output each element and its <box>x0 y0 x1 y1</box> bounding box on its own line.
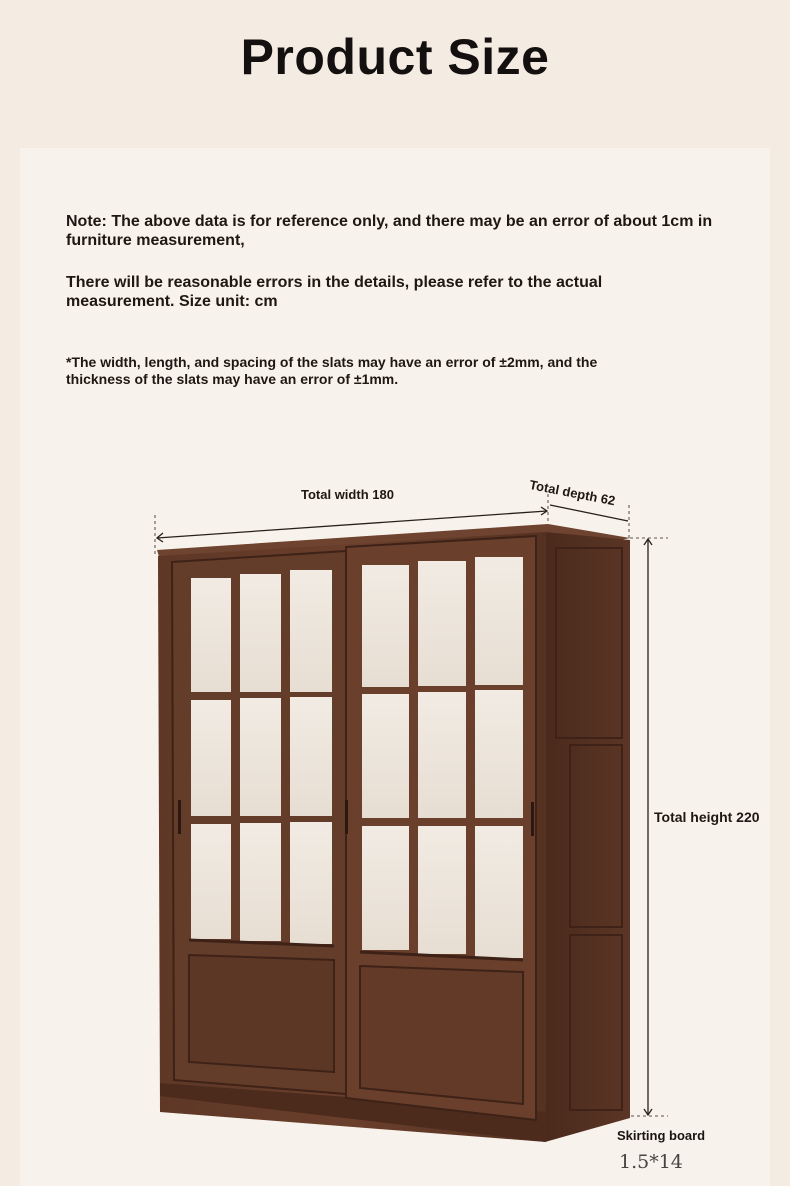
skirting-value: 1.5*14 <box>619 1151 683 1173</box>
skirting-label: Skirting board <box>617 1128 706 1143</box>
depth-label: Total depth 62 <box>528 477 617 509</box>
width-label: Total width 180 <box>301 487 394 502</box>
page-title: Product Size <box>240 29 550 85</box>
height-label: Total height 220 <box>654 809 760 825</box>
note-measurement-error: Note: The above data is for reference only, and there may be an error of about 1cm in furniture measurement, <box>66 213 713 249</box>
wardrobe <box>157 524 630 1142</box>
note-slats-tolerance: *The width, length, and spacing of the slats may have an error of ±2mm, and the thickness of the slats may have an error of ±1mm. <box>66 354 598 387</box>
note-reasonable-errors: There will be reasonable errors in the details, please refer to the actual measurement. Size unit: cm <box>66 274 603 310</box>
